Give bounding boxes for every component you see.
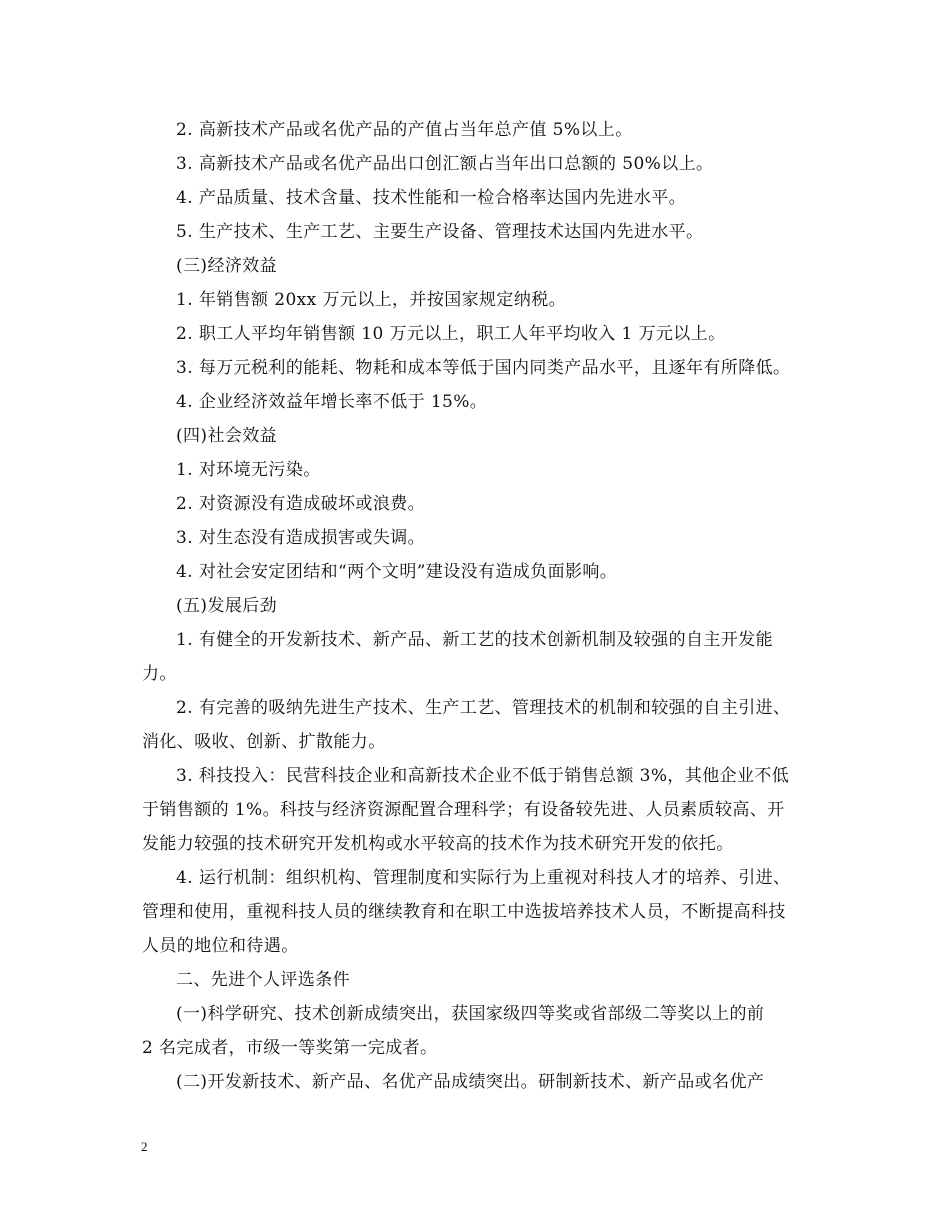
text-line: 发能力较强的技术研究开发机构或水平较高的技术作为技术研究开发的依托。 xyxy=(142,834,734,854)
text-line: (一)科学研究、技术创新成绩突出，获国家级四等奖或省部级二等奖以上的前 xyxy=(176,1004,765,1024)
text-line: 3. 科技投入：民营科技企业和高新技术企业不低于销售总额 3%，其他企业不低 xyxy=(176,766,790,786)
text-line: 4. 运行机制：组织机构、管理制度和实际行为上重视对科技人才的培养、引进、 xyxy=(176,868,791,888)
text-line: 4. 企业经济效益年增长率不低于 15%。 xyxy=(176,392,488,412)
text-line: 3. 对生态没有造成损害或失调。 xyxy=(176,528,426,548)
text-line: 1. 有健全的开发新技术、新产品、新工艺的技术创新机制及较强的自主开发能 xyxy=(176,630,774,650)
text-line: 2. 高新技术产品或名优产品的产值占当年总产值 5%以上。 xyxy=(176,120,633,140)
text-line: 消化、吸收、创新、扩散能力。 xyxy=(142,732,386,752)
text-line: 力。 xyxy=(142,664,177,684)
text-line: 3. 每万元税利的能耗、物耗和成本等低于国内同类产品水平，且逐年有所降低。 xyxy=(176,358,791,378)
page-number: 2 xyxy=(141,1139,148,1154)
text-line: 4. 对社会安定团结和“两个文明”建设没有造成负面影响。 xyxy=(176,562,618,582)
text-line: 2. 有完善的吸纳先进生产技术、生产工艺、管理技术的机制和较强的自主引进、 xyxy=(176,698,791,718)
text-line: 1. 对环境无污染。 xyxy=(176,460,321,480)
text-line: 管理和使用，重视科技人员的继续教育和在职工中选拔培养技术人员，不断提高科技 xyxy=(142,902,786,922)
text-line: 2. 职工人平均年销售额 10 万元以上，职工人年平均收入 1 万元以上。 xyxy=(176,324,726,344)
section-heading: (五)发展后劲 xyxy=(176,596,278,616)
text-line: 3. 高新技术产品或名优产品出口创汇额占当年出口总额的 50%以上。 xyxy=(176,154,714,174)
text-line: 5. 生产技术、生产工艺、主要生产设备、管理技术达国内先进水平。 xyxy=(176,222,704,242)
text-line: 2. 对资源没有造成破坏或浪费。 xyxy=(176,494,426,514)
text-line: 于销售额的 1%。科技与经济资源配置合理科学；有设备较先进、人员素质较高、开 xyxy=(142,800,785,820)
text-line: 4. 产品质量、技术含量、技术性能和一检合格率达国内先进水平。 xyxy=(176,188,687,208)
text-line: 人员的地位和待遇。 xyxy=(142,936,299,956)
text-line: 1. 年销售额 20xx 万元以上，并按国家规定纳税。 xyxy=(176,290,567,310)
section-heading: 二、先进个人评选条件 xyxy=(176,970,350,990)
section-heading: (三)经济效益 xyxy=(176,256,278,276)
section-heading: (四)社会效益 xyxy=(176,426,278,446)
text-line: 2 名完成者，市级一等奖第一完成者。 xyxy=(142,1038,438,1058)
text-line: (二)开发新技术、新产品、名优产品成绩突出。研制新技术、新产品或名优产 xyxy=(176,1072,765,1092)
